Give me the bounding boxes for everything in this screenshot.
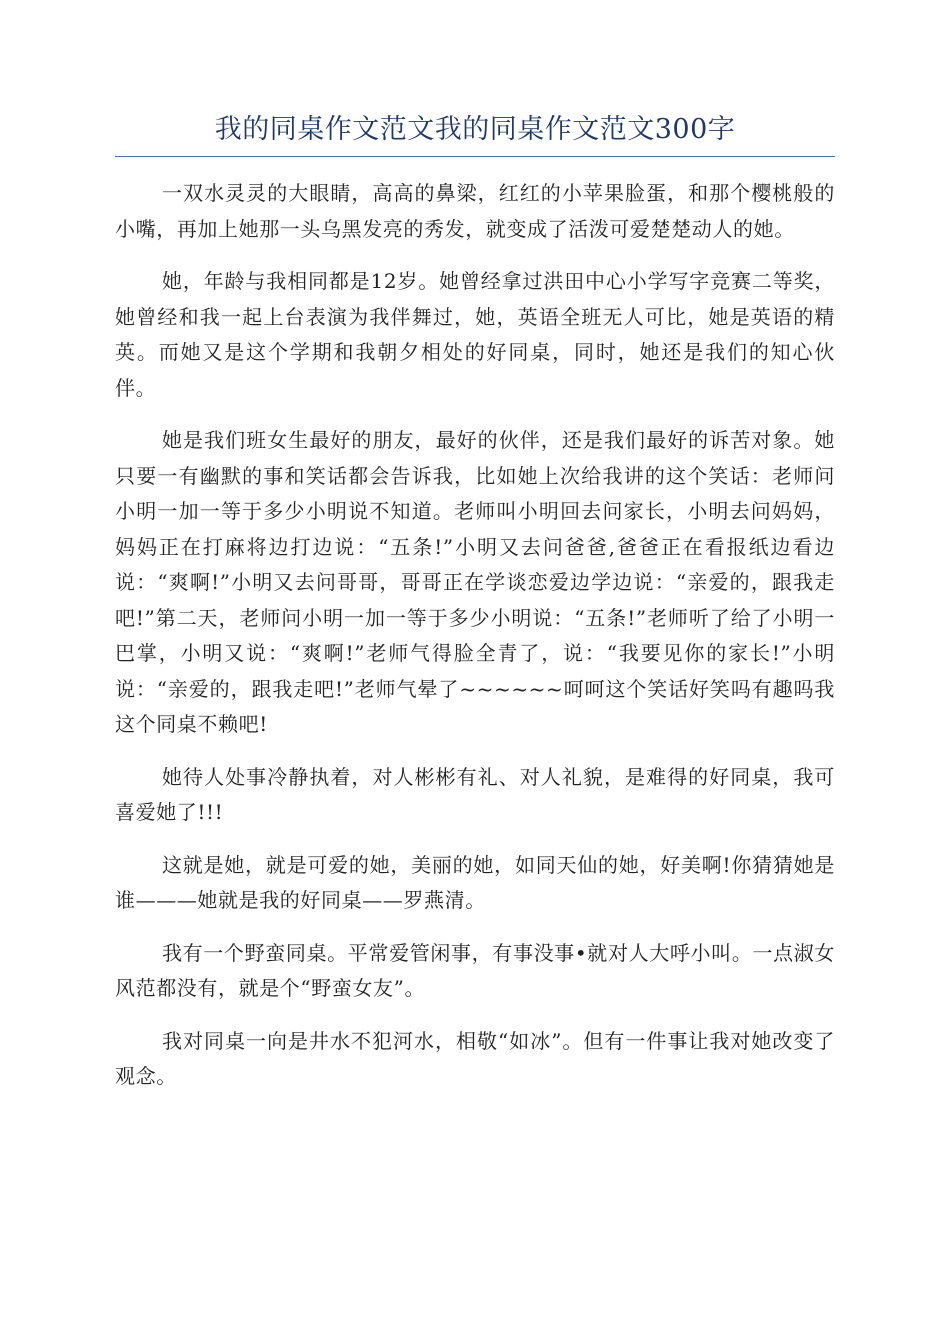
paragraph-7: 我对同桌一向是井水不犯河水，相敬“如冰”。但有一件事让我对她改变了观念。 xyxy=(115,1028,835,1088)
paragraph-4: 她待人处事冷静执着，对人彬彬有礼、对人礼貌，是难得的好同桌，我可喜爱她了!!! xyxy=(115,764,835,824)
paragraph-6: 我有一个野蛮同桌。平常爱管闲事，有事没事•就对人大呼小叫。一点淑女风范都没有，就是个“野蛮女友”。 xyxy=(115,940,835,1000)
paragraph-3: 她是我们班女生最好的朋友，最好的伙伴，还是我们最好的诉苦对象。她只要一有幽默的事和笑话都会告诉我，比如她上次给我讲的这个笑话：老师问小明一加一等于多少小明说不知道。老师叫小明回去问家长，小明去问妈妈，妈妈正在打麻将边打边说：“五条!”小明又去问爸爸,爸爸正在看报纸边看边说：“爽啊!”小明又去问哥哥，哥哥正在学谈恋爱边学边说：“亲爱的，跟我走吧!”第二天，老师问小明一加一等于多少小明说：“五条!”老师听了给了小明一巴掌，小明又说：“爽啊!”老师气得脸全青了，说：“我要见你的家长!”小明说：“亲爱的，跟我走吧!”老师气晕了~~~~~~呵呵这个笑话好笑吗有趣吗我这个同桌不赖吧! xyxy=(115,428,835,736)
paragraph-5: 这就是她，就是可爱的她，美丽的她，如同天仙的她，好美啊!你猜猜她是谁———她就是我的好同桌——罗燕清。 xyxy=(115,852,835,912)
page-title: 我的同桌作文范文我的同桌作文范文300字 xyxy=(214,114,736,145)
title-block xyxy=(115,112,835,157)
paragraph-2: 她，年龄与我相同都是12岁。她曾经拿过洪田中心小学写字竞赛二等奖，她曾经和我一起上台表演为我伴舞过，她，英语全班无人可比，她是英语的精英。而她又是这个学期和我朝夕相处的好同桌，同时，她还是我们的知心伙伴。 xyxy=(115,269,835,400)
paragraph-1: 一双水灵灵的大眼睛，高高的鼻梁，红红的小苹果脸蛋，和那个樱桃般的小嘴，再加上她那一头乌黑发亮的秀发，就变成了活泼可爱楚楚动人的她。 xyxy=(115,181,835,241)
document-body xyxy=(115,176,835,1112)
